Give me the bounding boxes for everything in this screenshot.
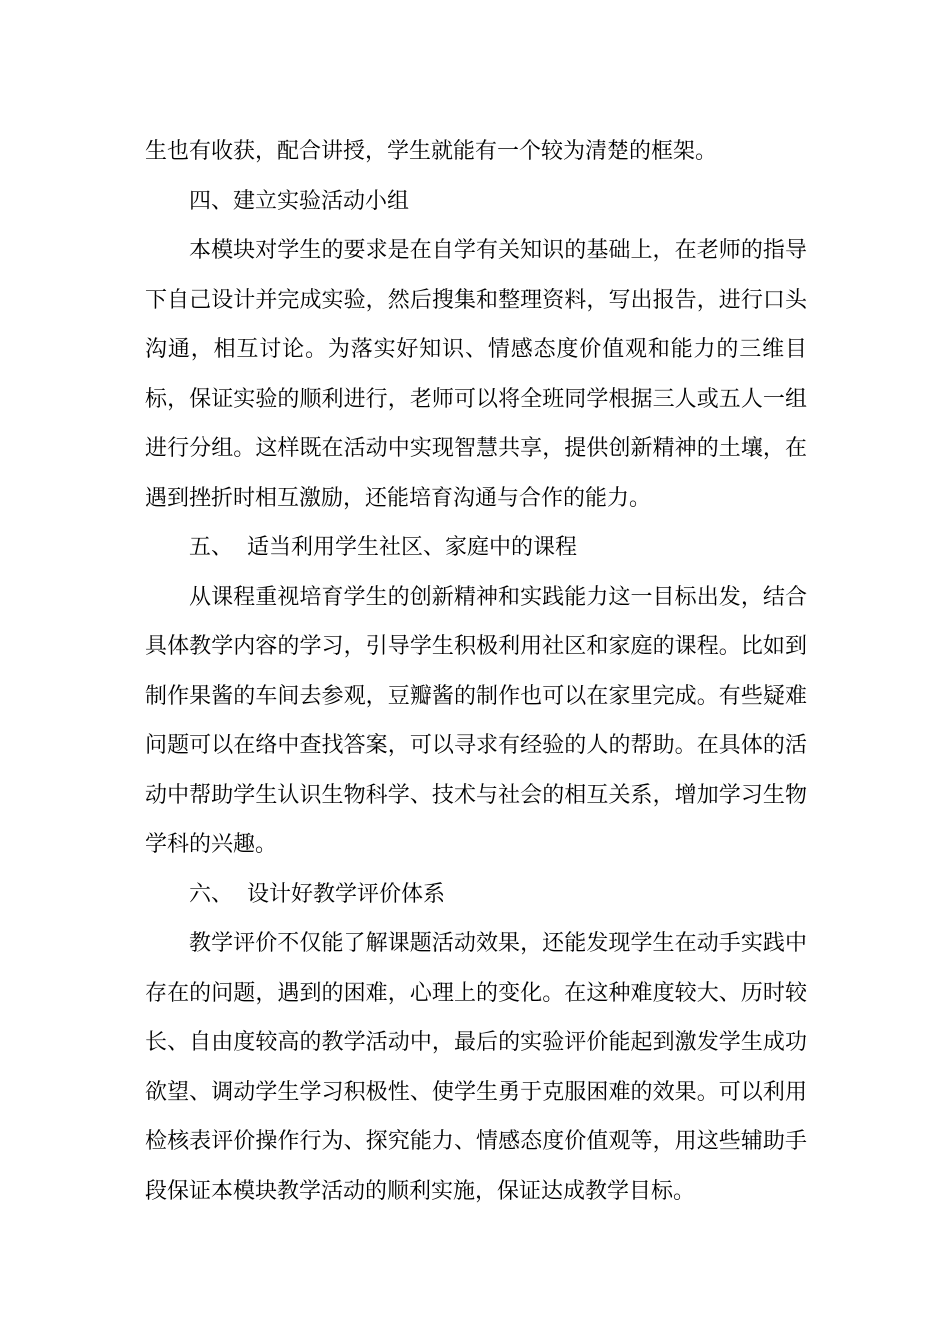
section-5-heading: 五、 适当利用学生社区、家庭中的课程 xyxy=(189,535,577,560)
section-4-paragraph: 本模块对学生的要求是在自学有关知识的基础上，在老师的指导下自己设计并完成实验，然后搜集和整理资料，写出报告，进行口头沟通，相互讨论。为落实好知识、情感态度价值观和能力的三维目标，保证实验的顺利进行，老师可以将全班同学根据三人或五人一组进行分组。这样既在活动中实现智慧共享，提供创新精神的土壤，在遇到挫折时相互激励，还能培育沟通与合作的能力。 xyxy=(145,238,807,511)
section-6-heading: 六、 设计好教学评价体系 xyxy=(189,881,445,907)
document-body xyxy=(145,127,807,1216)
continuation-paragraph: 生也有收获，配合讲授，学生就能有一个较为清楚的框架。 xyxy=(145,139,718,164)
section-6-paragraph: 教学评价不仅能了解课题活动效果，还能发现学生在动手实践中存在的问题，遇到的困难，心理上的变化。在这种难度较大、历时较长、自由度较高的教学活动中，最后的实验评价能起到激发学生成功欲望、调动学生学习积极性、使学生勇于克服困难的效果。可以利用检核表评价操作行为、探究能力、情感态度价值观等，用这些辅助手段保证本模块教学活动的顺利实施，保证达成教学目标。 xyxy=(145,931,807,1204)
section-5-paragraph: 从课程重视培育学生的创新精神和实践能力这一目标出发，结合具体教学内容的学习，引导学生积极利用社区和家庭的课程。比如到制作果酱的车间去参观，豆瓣酱的制作也可以在家里完成。有些疑难问题可以在络中查找答案，可以寻求有经验的人的帮助。在具体的活动中帮助学生认识生物科学、技术与社会的相互关系，增加学习生物学科的兴趣。 xyxy=(145,584,807,857)
section-4-heading: 四、建立实验活动小组 xyxy=(189,188,410,214)
